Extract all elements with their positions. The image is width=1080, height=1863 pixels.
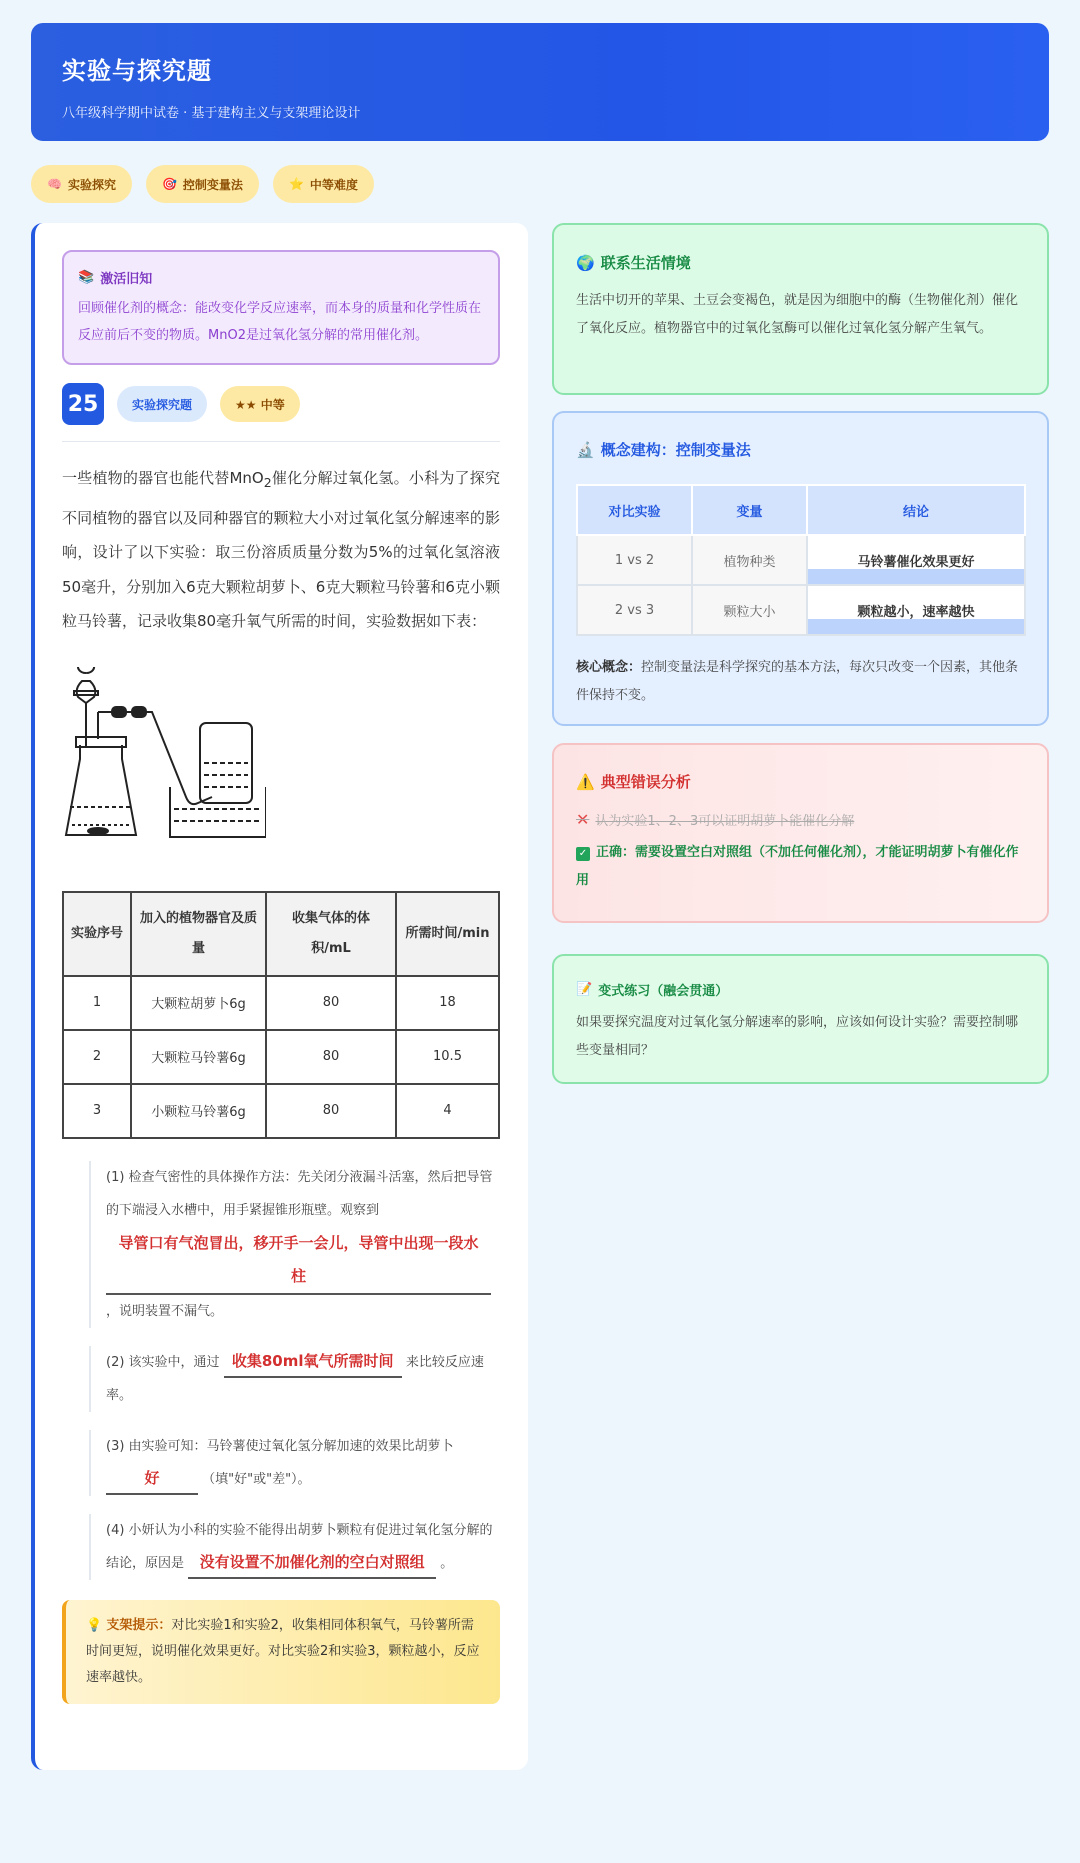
- tag-experiment: [31, 165, 132, 203]
- activate-prior-knowledge-box: [62, 250, 500, 365]
- answer-blank-4: 没有设置不加催化剂的空白对照组: [188, 1547, 436, 1579]
- experiment-apparatus-diagram: [62, 667, 266, 847]
- table-cell: 植物种类: [692, 535, 807, 585]
- target-icon: 🎯: [161, 177, 177, 191]
- concept-construction-card: [552, 411, 1049, 726]
- life-title: 联系生活情境: [600, 254, 691, 272]
- warning-icon: ⚠️: [576, 772, 595, 791]
- table-cell: 大颗粒胡萝卜6g: [131, 976, 266, 1030]
- tag-label: 控制变量法: [182, 177, 243, 192]
- wrong-answer: ✕ 认为实验1、2、3可以证明胡萝卜能催化分解: [576, 810, 855, 829]
- experiment-data-table: [62, 891, 500, 1139]
- column-header: 变量: [692, 485, 807, 535]
- table-header-row: [63, 892, 499, 976]
- column-header: 对比实验: [577, 485, 692, 535]
- microscope-icon: 🔬: [576, 440, 595, 459]
- column-header: 收集气体的体积/mL: [266, 892, 396, 976]
- table-cell: 大颗粒马铃薯6g: [131, 1030, 266, 1084]
- tag-label: 中等难度: [309, 177, 358, 192]
- answer-blank-1: 导管口有气泡冒出，移开手一会儿，导管中出现一段水柱: [106, 1227, 491, 1295]
- brain-icon: 🧠: [47, 177, 62, 191]
- column-header: 实验序号: [63, 892, 131, 976]
- concept-title: 概念建构：控制变量法: [600, 441, 751, 459]
- error-title: 典型错误分析: [600, 773, 691, 791]
- core-concept: 核心概念：控制变量法是科学探究的基本方法，每次只改变一个因素，其他条件保持不变。: [576, 660, 1019, 703]
- tag-list: [31, 165, 374, 203]
- table-cell: 4: [396, 1084, 499, 1138]
- table-header-row: [577, 485, 1025, 535]
- table-row: [63, 1030, 499, 1084]
- scaffold-label: 支架提示：: [106, 1617, 172, 1633]
- sub-question-3: (3) 由实验可知：马铃薯使过氧化氢分解加速的效果比胡萝卜 好 （填"好"或"差"）。: [89, 1430, 500, 1496]
- scaffold-hint-box: [62, 1600, 500, 1704]
- answer-blank-2: 收集80ml氧气所需时间: [224, 1346, 402, 1378]
- page-title: 实验与探究题: [62, 57, 212, 85]
- activate-title: 激活旧知: [100, 272, 153, 287]
- tag-label: 实验探究: [67, 177, 116, 192]
- table-cell: 80: [266, 976, 396, 1030]
- error-analysis-card: [552, 743, 1049, 923]
- sub-question-1: (1) 检查气密性的具体操作方法：先关闭分液漏斗活塞，然后把导管的下端浸入水槽中，用手紧握锥形瓶壁。观察到 导管口有气泡冒出，移开手一会儿，导管中出现一段水柱 ，说明装置不漏气。: [89, 1161, 500, 1328]
- column-header: 所需时间/min: [396, 892, 499, 976]
- memo-icon: 📝: [576, 982, 593, 997]
- star-icon: ⭐: [288, 177, 304, 191]
- variant-text: 如果要探究温度对过氧化氢分解速率的影响，应该如何设计实验？需要控制哪些变量相同？: [576, 1015, 1019, 1058]
- table-cell: 18: [396, 976, 499, 1030]
- table-row: [577, 585, 1025, 635]
- question-type-badge: 实验探究题: [117, 386, 207, 422]
- table-cell: 颗粒大小: [692, 585, 807, 635]
- table-row: [63, 1084, 499, 1138]
- check-icon: ✓: [576, 847, 590, 861]
- question-number: 25: [62, 383, 104, 425]
- divider: [62, 441, 500, 442]
- variant-title: 变式练习（融会贯通）: [598, 984, 729, 999]
- table-row: [577, 535, 1025, 585]
- table-cell: 2 vs 3: [577, 585, 692, 635]
- table-cell: 80: [266, 1030, 396, 1084]
- books-icon: 📚: [78, 270, 95, 285]
- scaffold-text: 对比实验1和实验2，收集相同体积氧气，马铃薯所需时间更短，说明催化效果更好。对比实验2和实验3，颗粒越小，反应速率越快。: [86, 1617, 480, 1685]
- sub-question-4: (4) 小妍认为小科的实验不能得出胡萝卜颗粒有促进过氧化氢分解的结论，原因是 没有设置不加催化剂的空白对照组 。: [89, 1514, 500, 1580]
- column-header: 加入的植物器官及质量: [131, 892, 266, 976]
- table-cell: 1: [63, 976, 131, 1030]
- life-text: 生活中切开的苹果、土豆会变褐色，就是因为细胞中的酶（生物催化剂）催化了氧化反应。植物器官中的过氧化氢酶可以催化过氧化氢分解产生氧气。: [576, 293, 1019, 336]
- table-cell: 3: [63, 1084, 131, 1138]
- correct-answer: ✓ 正确：需要设置空白对照组（不加任何催化剂），才能证明胡萝卜有催化作用: [576, 845, 1019, 888]
- control-variable-table: [576, 484, 1026, 636]
- page-header: [31, 23, 1049, 141]
- table-row: [63, 976, 499, 1030]
- table-cell: 10.5: [396, 1030, 499, 1084]
- tag-control-variable: [146, 165, 259, 203]
- question-difficulty-badge: ★★ 中等: [220, 386, 300, 422]
- question-stem: 一些植物的器官也能代替MnO$_2$催化分解过氧化氢。小科为了探究不同植物的器官以及同种器官的颗粒大小对过氧化氢分解速率的影响，设计了以下实验：取三份溶质质量分数为5%的过氧化氢溶液50毫升，分别加入6克大颗粒胡萝卜、6克大颗粒马铃薯和6克小颗粒马铃薯，记录收集80毫升氧气所需的时间，实验数据如下表：: [62, 469, 500, 630]
- sub-question-2: (2) 该实验中，通过 收集80ml氧气所需时间 来比较反应速率。: [89, 1346, 500, 1412]
- table-cell: 80: [266, 1084, 396, 1138]
- lightbulb-icon: 💡: [86, 1617, 103, 1633]
- activate-text: 回顾催化剂的概念：能改变化学反应速率，而本身的质量和化学性质在反应前后不变的物质。MnO2是过氧化氢分解的常用催化剂。: [78, 301, 482, 343]
- column-header: 结论: [807, 485, 1025, 535]
- conclusion-cell: 马铃薯催化效果更好: [807, 535, 1025, 585]
- conclusion-cell: 颗粒越小，速率越快: [807, 585, 1025, 635]
- question-header: [62, 383, 500, 425]
- tag-difficulty: [273, 165, 374, 203]
- answer-blank-3: 好: [106, 1463, 198, 1495]
- variant-practice-card: [552, 954, 1049, 1084]
- cross-icon: ✕: [576, 810, 590, 829]
- globe-icon: 🌍: [576, 253, 595, 272]
- page-subtitle: 八年级科学期中试卷 · 基于建构主义与支架理论设计: [62, 106, 361, 121]
- life-context-card: [552, 223, 1049, 395]
- table-cell: 1 vs 2: [577, 535, 692, 585]
- question-panel: [31, 223, 528, 1770]
- table-cell: 2: [63, 1030, 131, 1084]
- table-cell: 小颗粒马铃薯6g: [131, 1084, 266, 1138]
